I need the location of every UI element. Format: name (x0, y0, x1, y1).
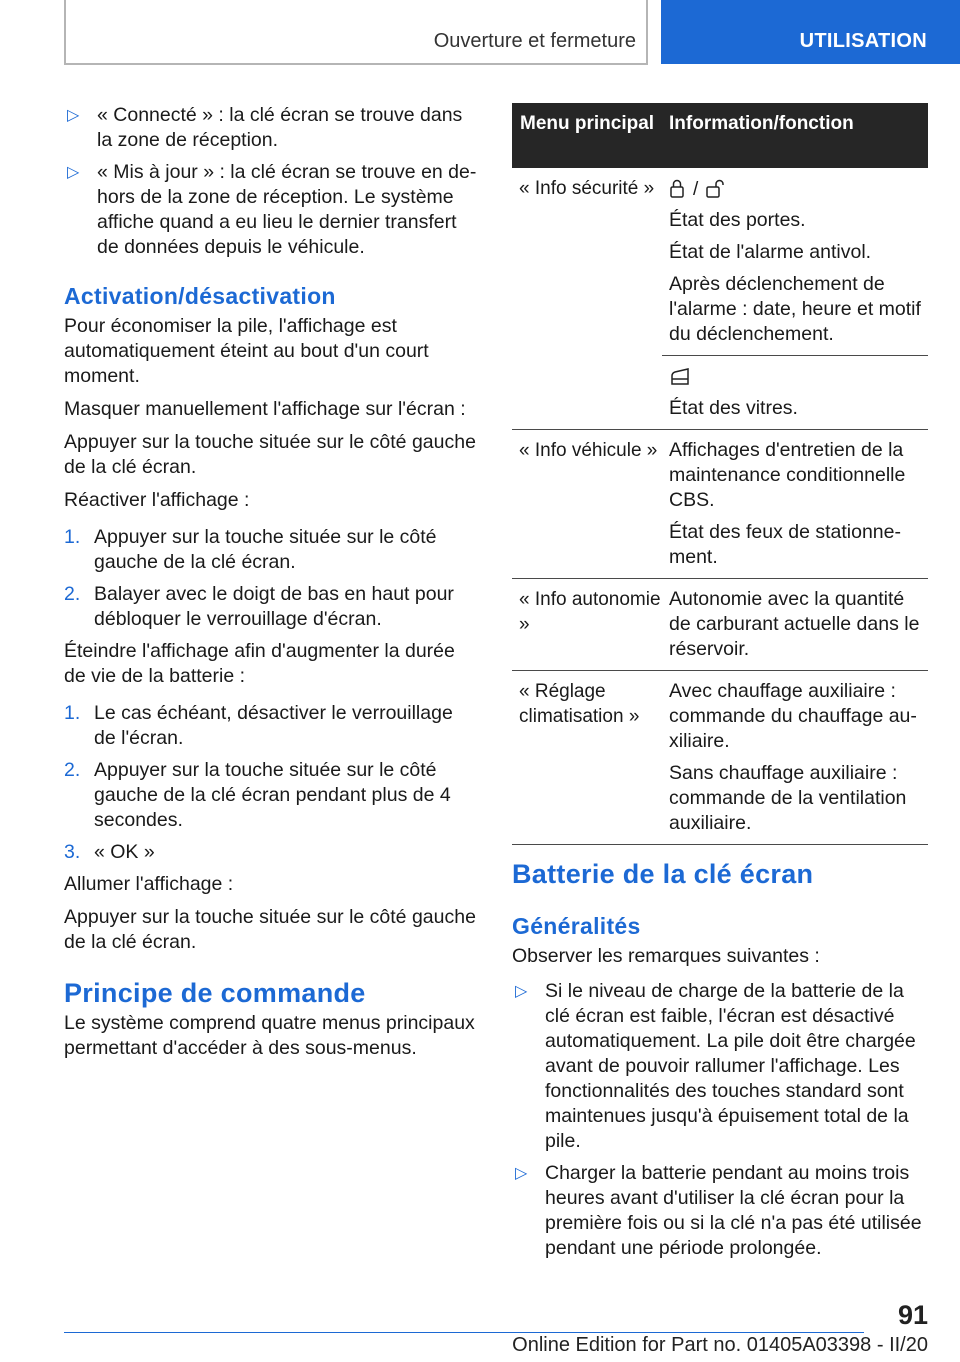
paragraph: Allumer l'affichage : (64, 873, 234, 895)
table-header (512, 103, 928, 168)
menu-label: « Info autonomie » (519, 589, 661, 635)
header-section-title: Ouverture et fermeture (433, 30, 636, 52)
right-column (512, 858, 928, 1268)
table-header-cell: Menu principal (520, 113, 655, 134)
paragraph: Pour économiser la pile, l'affichage est automatiquement éteint au bout d'un court moment. (64, 315, 429, 387)
header-rule-left (64, 0, 66, 65)
table-header-cell: Information/fonction (669, 113, 854, 134)
table-text: Avec chauffage auxiliaire : commande du chauffage auxiliaire. (669, 680, 917, 752)
table-row (512, 579, 928, 671)
footer-edition: Online Edition for Part no. 01405A03398 - II/20 (512, 1334, 928, 1356)
paragraph: Appuyer sur la touche située sur le côté gauche de la clé écran. (64, 906, 476, 953)
heading-general: Généralités (512, 913, 641, 939)
paragraph: Masquer manuellement l'affichage sur l'écran : (64, 398, 466, 420)
table-text: Autonomie avec la quantité de carburant actuelle dans le réservoir. (669, 588, 920, 660)
paragraph: Le système comprend quatre menus principaux permettant d'accéder à des sous-menus. (64, 1012, 475, 1059)
step-item: 1. Le cas échéant, désactiver le verrouillage de l'écran. (64, 702, 453, 749)
bullet-triangle-icon: ▷ (515, 1165, 528, 1182)
footer-rule (64, 1332, 864, 1333)
table-text: Après déclenchement de l'alarme : date, heure et motif du déclenchement. (669, 273, 921, 345)
left-column (64, 103, 478, 1069)
table-text: Sans chauffage auxiliaire : commande de la ventilation auxiliaire. (669, 762, 907, 834)
step-item: 3. « OK » (64, 841, 155, 863)
header-chapter-tab[interactable] (661, 0, 960, 64)
menu-label: « Info sécurité » (519, 178, 655, 199)
step-item: 2. Appuyer sur la touche située sur le côté gauche de la clé écran pendant plus de 4 secondes. (64, 759, 451, 831)
list-item: ▷ Charger la batterie pendant au moins trois heures avant d'utiliser la clé écran pour la première fois ou si la clé n'a pas été utilisée pendant une période prolongée. (512, 1161, 928, 1261)
table-row (512, 168, 928, 430)
menu-label: « Réglage climatisation » (519, 681, 640, 727)
window-icon (669, 367, 691, 387)
icon-separator: / (693, 178, 699, 200)
page-number: 91 (897, 1300, 928, 1330)
paragraph: Réactiver l'affichage : (64, 489, 250, 511)
bullet-triangle-icon: ▷ (515, 983, 528, 1000)
step-item: 2. Balayer avec le doigt de bas en haut pour débloquer le verrouillage d'écran. (64, 583, 454, 630)
lock-closed-icon (669, 179, 685, 199)
lock-icons (669, 176, 928, 202)
table-row (512, 671, 928, 845)
table-text: État des feux de stationnement. (669, 521, 901, 568)
list-item: ▷ Si le niveau de charge de la batterie de la clé écran est faible, l'écran est désactivé automatiquement. La pile doit être chargée avant de pouvoir rallumer l'affichage. Les fonctionnalités des touches standard sont maintenues jusqu'à épuisement total de la pile. (512, 979, 928, 1154)
table-text: État des vitres. (669, 397, 798, 419)
paragraph: Éteindre l'affichage afin d'augmenter la durée de vie de la batterie : (64, 640, 455, 687)
menu-table (512, 103, 928, 845)
table-text: État de l'alarme antivol. (669, 241, 872, 263)
header-rule-right (646, 0, 648, 65)
table-text: Affichages d'entretien de la maintenance conditionnelle CBS. (669, 439, 906, 511)
menu-label: « Info véhicule » (519, 440, 658, 461)
bullet-triangle-icon: ▷ (67, 107, 80, 124)
paragraph: Observer les remarques suivantes : (512, 945, 820, 967)
list-item: ▷ « Mis à jour » : la clé écran se trouve en dehors de la zone de réception. Le système affiche quand a eu lieu le dernier transfert de données depuis le véhicule. (64, 160, 478, 260)
heading-principle: Principe de commande (64, 978, 366, 1008)
header-rule-bottom (64, 63, 648, 65)
header-chapter-label: UTILISATION (799, 30, 927, 52)
list-item: ▷ « Connecté » : la clé écran se trouve dans la zone de réception. (64, 103, 478, 153)
paragraph: Appuyer sur la touche située sur le côté gauche de la clé écran. (64, 431, 476, 478)
lock-open-icon (706, 179, 728, 199)
bullet-triangle-icon: ▷ (67, 164, 80, 181)
heading-battery: Batterie de la clé écran (512, 859, 814, 889)
table-text: État des portes. (669, 209, 806, 231)
step-item: 1. Appuyer sur la touche située sur le côté gauche de la clé écran. (64, 526, 437, 573)
table-row (512, 430, 928, 579)
heading-activation: Activation/désactivation (64, 283, 336, 309)
